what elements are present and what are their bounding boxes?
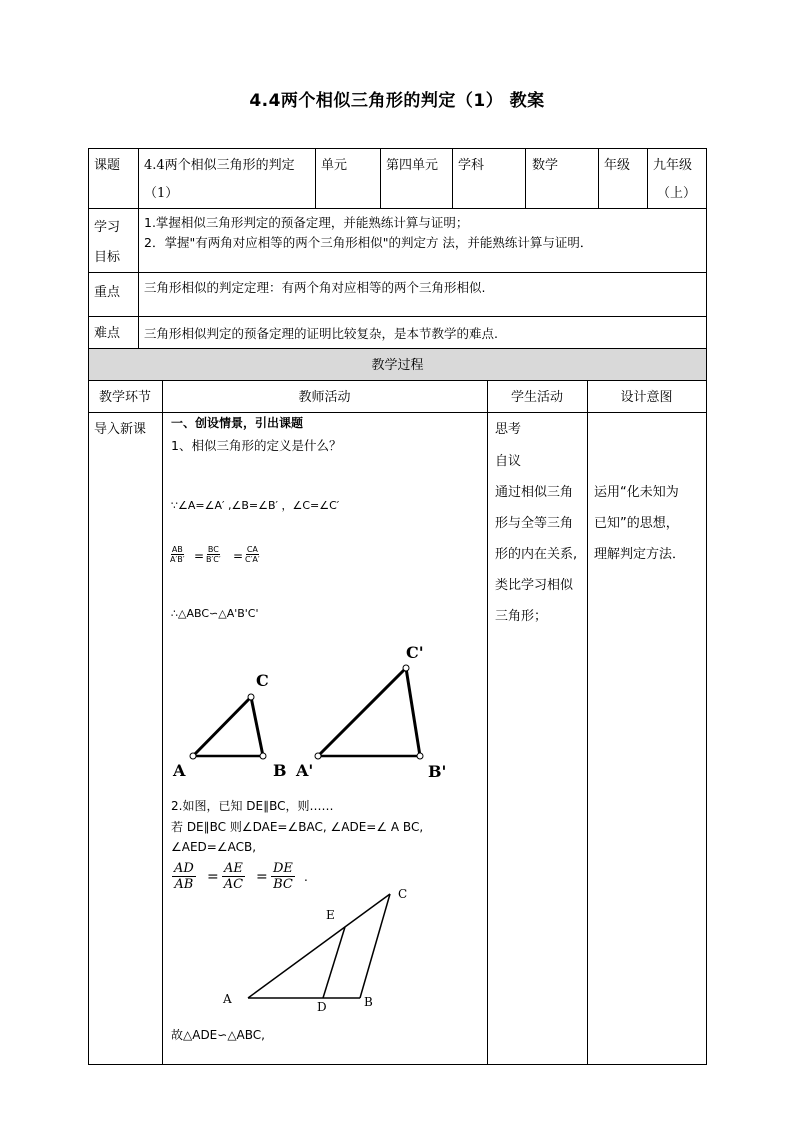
ratio-bc: $\frac{BC}{B'C'}$ (206, 545, 221, 564)
vertex-b (260, 753, 266, 759)
label-c-prime: C' (406, 643, 424, 662)
conclusion-2: 故△ADE∽△ABC, (171, 1028, 265, 1042)
parallel-line-figure (162, 880, 487, 1020)
condition-1: 若 DE∥BC 则∠DAE=∠BAC, ∠ADE=∠ A BC, (171, 820, 424, 834)
label-c: C (256, 671, 269, 690)
goal-item-2: 2．掌握"有两角对应相等的两个三角形相似"的判定方 法，并能熟练计算与证明． (144, 235, 593, 250)
student-line: 类比学习相似 (495, 578, 574, 593)
process-heading: 教学过程 (371, 358, 424, 373)
small-triangle-side-ac (193, 697, 251, 756)
goals-label: 学习 (94, 220, 121, 235)
small-triangle-side-cb (251, 697, 263, 756)
side-ac (248, 894, 390, 998)
label-d: D (317, 1000, 327, 1014)
question-1: 1、相似三角形的定义是什么？ (171, 438, 342, 453)
angle-equalities: ∵∠A=∠A′ ,∠B=∠B′ ，∠C=∠C′ (171, 499, 340, 512)
key-point-text: 三角形相似的判定定理：有两个角对应相等的两个三角形相似. (144, 280, 486, 295)
label-b-prime: B' (428, 762, 447, 781)
unit-label: 单元 (321, 158, 348, 173)
equals-sign: = (256, 869, 268, 885)
label-a-prime: A' (296, 761, 314, 780)
label-b: B (364, 995, 373, 1009)
difficulty-label: 难点 (94, 326, 121, 341)
vertex-a-prime (315, 753, 321, 759)
col-intent: 设计意图 (620, 390, 673, 405)
grade-value: 九年级 (653, 158, 693, 173)
student-line: 思考 (495, 422, 522, 437)
student-line: 形与全等三角 (495, 516, 574, 531)
section-heading: 一、创设情景，引出课题 (171, 416, 304, 430)
vertex-c-prime (403, 665, 409, 671)
lesson-value-2: （1） (144, 186, 179, 201)
large-triangle-side-ac (318, 668, 406, 756)
equals-sign: = (233, 549, 244, 563)
student-line: 三角形； (495, 609, 548, 624)
col-teacher: 教师活动 (298, 390, 351, 405)
student-line: 形的内在关系, (495, 547, 578, 562)
goals-label-2: 目标 (94, 250, 121, 265)
vertex-a (190, 753, 196, 759)
label-e: E (326, 908, 335, 922)
ratio-ca: $\frac{CA}{C'A'}$ (245, 545, 260, 564)
similar-triangles-figure (162, 630, 487, 790)
condition-2: ∠AED=∠ACB, (171, 840, 257, 854)
student-line: 自议 (495, 454, 522, 469)
ratio-ae-ac: AE AC (223, 861, 244, 892)
equals-sign: = (194, 549, 205, 563)
grade-label: 年级 (604, 158, 631, 173)
label-a: A (173, 761, 186, 780)
subject-value: 数学 (532, 158, 559, 173)
intent-line: 理解判定方法． (594, 547, 686, 562)
difficulty-text: 三角形相似判定的预备定理的证明比较复杂，是本节教学的难点. (144, 326, 498, 341)
col-stage: 教学环节 (98, 390, 151, 405)
period: . (304, 870, 308, 884)
intent-line: 已知”的思想， (594, 516, 679, 531)
label-c: C (398, 887, 408, 901)
intent-line: 运用“化未知为 (594, 485, 679, 500)
subject-label: 学科 (458, 158, 485, 173)
large-triangle-side-cb (406, 668, 420, 756)
grade-value-2: （上） (657, 186, 697, 201)
vertex-c (248, 694, 254, 700)
equals-sign: = (207, 869, 219, 885)
lesson-value: 4.4两个相似三角形的判定 (144, 158, 295, 173)
ratio-ad-ab: AD AB (174, 861, 194, 892)
unit-value: 第四单元 (386, 158, 439, 173)
stage-label: 导入新课 (94, 422, 147, 437)
label-a: A (223, 992, 232, 1006)
conclusion-1: ∴△ABC∽△A'B'C' (171, 607, 259, 620)
lesson-label: 课题 (94, 158, 121, 173)
label-b: B (273, 761, 287, 780)
goal-item-1: 1.掌握相似三角形判定的预备定理，并能熟练计算与证明； (144, 215, 469, 230)
vertex-b-prime (417, 753, 423, 759)
question-2: 2.如图，已知 DE∥BC，则…… (171, 799, 334, 813)
ratio-de-bc: DE BC (273, 861, 293, 892)
side-bc (360, 894, 390, 998)
key-point-label: 重点 (94, 285, 121, 300)
page-title: 4.4两个相似三角形的判定（1） 教案 (249, 91, 545, 111)
student-line: 通过相似三角 (495, 485, 574, 500)
col-student: 学生活动 (510, 390, 563, 405)
segment-de (323, 927, 345, 998)
ratio-ab: $\frac{AB}{A'B'}$ (170, 545, 185, 564)
